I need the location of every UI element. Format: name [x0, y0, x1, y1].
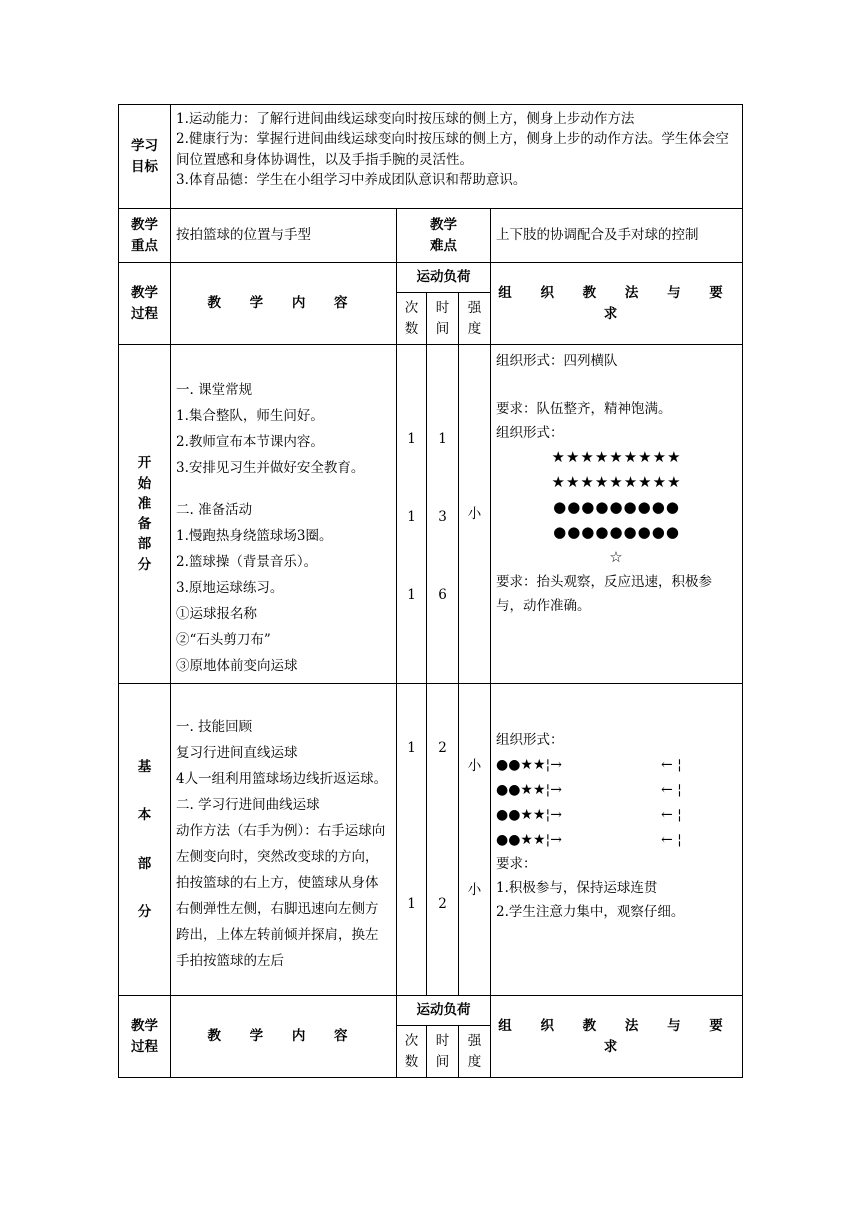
method-header: 组 织 教 法 与 要 求	[491, 996, 743, 1078]
method-requirement-title: 要求：	[496, 856, 537, 872]
load-header: 运动负荷	[397, 263, 491, 293]
objective-3: 3.体育品德：学生在小组学习中养成团队意识和帮助意识。	[176, 171, 527, 188]
intensity-header: 强 度	[459, 293, 491, 345]
formation-row-dots-1: ●●●●●●●●●	[553, 498, 680, 516]
key-points-label: 教学 重点	[119, 209, 171, 263]
method-requirement-2: 要求：抬头观察，反应迅速，积极参与，动作准确。	[496, 574, 712, 614]
content-line: 1.慢跑热身绕篮球场3圈。	[176, 528, 333, 544]
basic-section-content	[171, 684, 397, 996]
basic-times: 2 2	[427, 684, 459, 996]
intensity-header: 强 度	[459, 1026, 491, 1078]
start-intensity: 小	[459, 345, 491, 684]
load-header: 运动负荷	[397, 996, 491, 1026]
content-line: 2.篮球操（背景音乐）。	[176, 554, 318, 570]
method-formation-2: 组织形式：	[496, 425, 564, 441]
method-formation: 组织形式：四列横队	[496, 353, 618, 369]
content-line: 二. 准备活动	[176, 502, 253, 518]
content-line: 动作方法（右手为例）：右手运球向左侧变向时，突然改变球的方向，拍按篮球的右上方，使篮球从身体右侧弹性左侧，右脚迅速向左侧方跨出，上体左转前倾并探肩，换左手拍按篮球的左后	[176, 823, 386, 969]
process-header-row-repeat	[119, 996, 743, 1026]
basic-counts: 1 1	[397, 684, 427, 996]
key-points-value: 按拍篮球的位置与手型	[171, 209, 397, 263]
start-section-label: 开 始 准 备 部 分	[119, 345, 171, 684]
content-line: 3.安排见习生并做好安全教育。	[176, 460, 365, 476]
content-line: 1.集合整队，师生问好。	[176, 408, 324, 424]
lesson-plan-table	[118, 104, 743, 1078]
process-header-row	[119, 263, 743, 293]
content-header: 教 学 内 容	[171, 263, 397, 345]
start-times: 1 3 6	[427, 345, 459, 684]
method-requirement: 要求：队伍整齐，精神饱满。	[496, 401, 672, 417]
drill-row: ●●★★¦→ ← ¦	[496, 831, 682, 848]
time-header: 时 间	[427, 1026, 459, 1078]
start-method	[491, 345, 743, 684]
objectives-content	[171, 105, 743, 209]
formation-row-stars-1: ★★★★★★★★★	[551, 448, 682, 466]
method-header: 组 织 教 法 与 要 求	[491, 263, 743, 345]
objectives-label: 学习 目标	[119, 105, 171, 209]
content-line: 一. 技能回顾	[176, 719, 253, 735]
method-requirement-1: 1.积极参与，保持运球连贯	[496, 880, 658, 896]
content-line: 一. 课堂常规	[176, 382, 253, 398]
count-header: 次 数	[397, 1026, 427, 1078]
formation-row-dots-2: ●●●●●●●●●	[553, 523, 680, 541]
drill-row: ●●★★¦→ ← ¦	[496, 781, 682, 798]
content-line: ①运球报名称	[176, 606, 257, 622]
objective-1: 1.运动能力：了解行进间曲线运球变向时按压球的侧上方，侧身上步动作方法	[176, 111, 635, 127]
formation-row-stars-2: ★★★★★★★★★	[551, 473, 682, 491]
basic-intensity: 小 小	[459, 684, 491, 996]
content-line: ③原地体前变向运球	[176, 658, 298, 674]
content-line: 4人一组利用篮球场边线折返运球。	[176, 771, 388, 787]
content-line: 复习行进间直线运球	[176, 745, 298, 761]
drill-row: ●●★★¦→ ← ¦	[496, 756, 682, 773]
content-line: ②“石头剪刀布”	[176, 632, 271, 648]
content-line: 2.教师宣布本节课内容。	[176, 434, 324, 450]
drill-row: ●●★★¦→ ← ¦	[496, 806, 682, 823]
basic-section-row	[119, 684, 743, 996]
start-section-content	[171, 345, 397, 684]
key-points-row	[119, 209, 743, 263]
count-header: 次 数	[397, 293, 427, 345]
content-line: 二. 学习行进间曲线运球	[176, 797, 320, 813]
content-header: 教 学 内 容	[171, 996, 397, 1078]
difficulty-label: 教学 难点	[397, 209, 491, 263]
difficulty-value: 上下肢的协调配合及手对球的控制	[491, 209, 743, 263]
basic-section-label: 基 本 部 分	[119, 684, 171, 996]
start-counts: 1 1 1	[397, 345, 427, 684]
method-formation: 组织形式：	[496, 732, 564, 748]
teacher-star-icon: ☆	[609, 548, 624, 566]
process-label: 教学 过程	[119, 263, 171, 345]
objective-2: 2.健康行为：掌握行进间曲线运球变向时按压球的侧上方，侧身上步的动作方法。学生体会空间位置感和身体协调性，以及手指手腕的灵活性。	[176, 131, 729, 168]
method-requirement-2: 2.学生注意力集中，观察仔细。	[496, 904, 685, 920]
basic-method	[491, 684, 743, 996]
time-header: 时 间	[427, 293, 459, 345]
objectives-row	[119, 105, 743, 209]
start-section-row	[119, 345, 743, 684]
content-line: 3.原地运球练习。	[176, 580, 284, 596]
process-label: 教学 过程	[119, 996, 171, 1078]
